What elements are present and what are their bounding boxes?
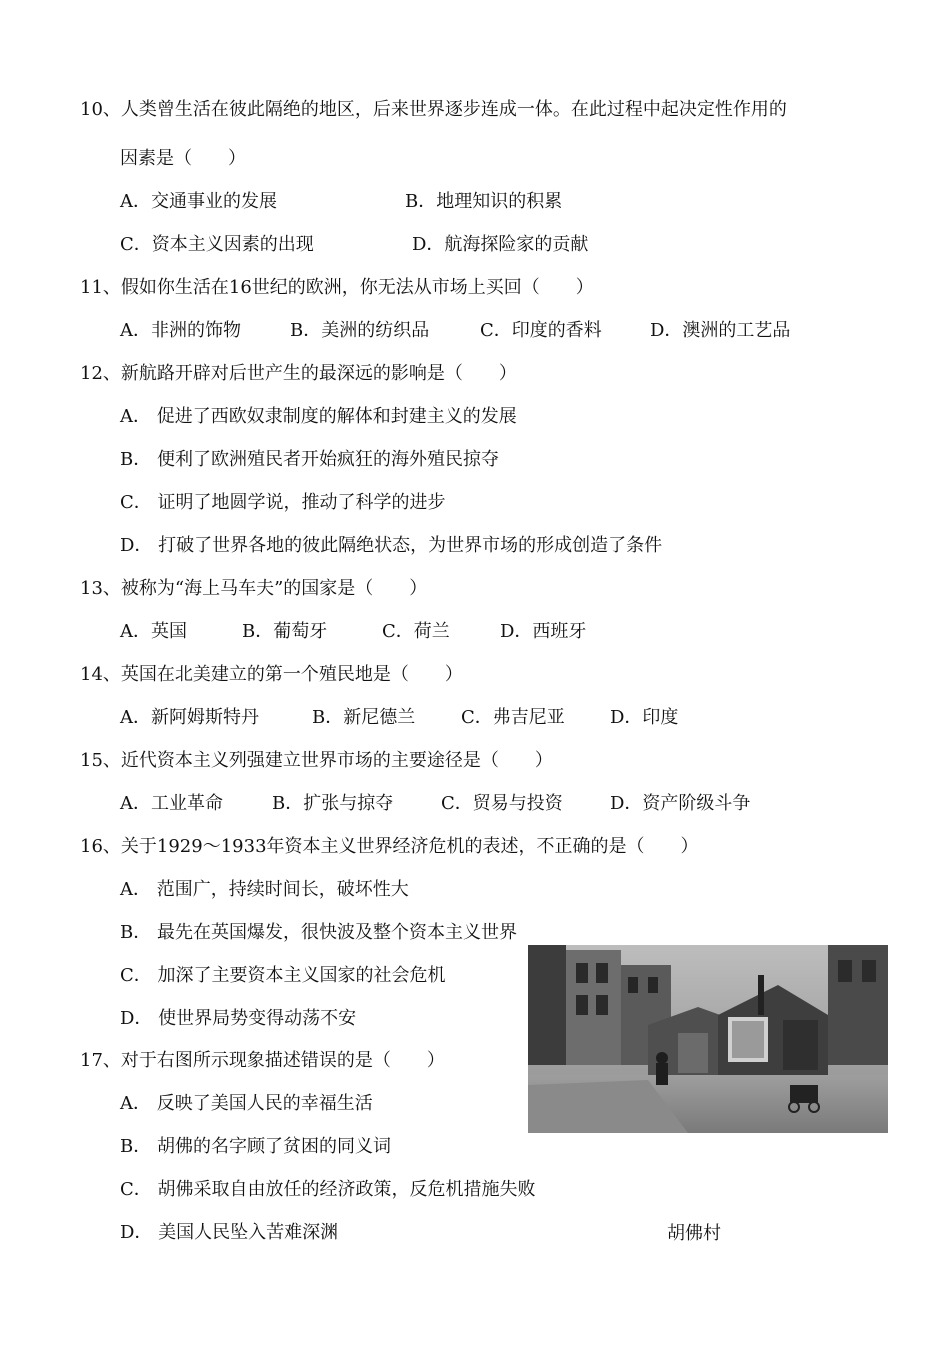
question-12-option-d: D． 打破了世界各地的彼此隔绝状态，为世界市场的形成创造了条件: [120, 535, 663, 556]
question-11-option-b: B．美洲的纺织品: [290, 320, 430, 341]
question-11-stem: 11、假如你生活在16世纪的欧洲，你无法从市场上买回（ ）: [80, 277, 594, 298]
question-12-option-c: C． 证明了地圆学说，推动了科学的进步: [120, 492, 446, 513]
question-10-option-a: A．交通事业的发展: [120, 191, 277, 212]
question-13-option-d: D．西班牙: [500, 621, 587, 642]
question-15-option-d: D．资产阶级斗争: [610, 793, 751, 814]
question-14-option-d: D．印度: [610, 707, 679, 728]
question-16-option-d: D． 使世界局势变得动荡不安: [120, 1008, 357, 1029]
question-17-option-b: B． 胡佛的名字顾了贫困的同义词: [120, 1136, 391, 1157]
question-16-option-a: A． 范围广，持续时间长，破坏性大: [120, 879, 409, 900]
question-15-stem: 15、近代资本主义列强建立世界市场的主要途径是（ ）: [80, 750, 553, 771]
question-14-option-a: A．新阿姆斯特丹: [120, 707, 259, 728]
question-13-stem: 13、被称为“海上马车夫”的国家是（ ）: [80, 578, 428, 599]
question-10-stem-cont: 因素是（ ）: [120, 148, 246, 169]
question-16-option-c: C． 加深了主要资本主义国家的社会危机: [120, 965, 446, 986]
question-13-option-b: B．葡萄牙: [242, 621, 328, 642]
question-12-option-b: B． 便利了欧洲殖民者开始疯狂的海外殖民掠夺: [120, 449, 499, 470]
question-17-option-a: A． 反映了美国人民的幸福生活: [120, 1093, 373, 1114]
question-12-stem: 12、新航路开辟对后世产生的最深远的影响是（ ）: [80, 363, 517, 384]
question-17-option-c: C． 胡佛采取自由放任的经济政策，反危机措施失败: [120, 1179, 536, 1200]
question-11-option-c: C．印度的香料: [480, 320, 602, 341]
question-15-option-b: B．扩张与掠夺: [272, 793, 394, 814]
question-10-option-c: C．资本主义因素的出现: [120, 234, 314, 255]
question-13-option-c: C．荷兰: [382, 621, 450, 642]
question-14-stem: 14、英国在北美建立的第一个殖民地是（ ）: [80, 664, 463, 685]
question-13-option-a: A．英国: [120, 621, 187, 642]
question-12-option-a: A． 促进了西欧奴隶制度的解体和封建主义的发展: [120, 406, 517, 427]
question-11-option-d: D．澳洲的工艺品: [650, 320, 791, 341]
question-16-option-b: B． 最先在英国爆发，很快波及整个资本主义世界: [120, 922, 517, 943]
question-17-option-d: D． 美国人民坠入苦难深渊: [120, 1222, 339, 1243]
question-17-stem: 17、对于右图所示现象描述错误的是（ ）: [80, 1050, 445, 1071]
question-10-option-b: B．地理知识的积累: [405, 191, 563, 212]
question-11-option-a: A．非洲的饰物: [120, 320, 241, 341]
question-10-option-d: D．航海探险家的贡献: [412, 234, 589, 255]
hooverville-photo: [528, 945, 888, 1133]
hooverville-photo-drawing: [528, 945, 888, 1133]
question-16-stem: 16、关于1929～1933年资本主义世界经济危机的表述，不正确的是（ ）: [80, 836, 699, 857]
photo-caption: 胡佛村: [667, 1223, 721, 1244]
question-14-option-b: B．新尼德兰: [312, 707, 416, 728]
question-15-option-a: A．工业革命: [120, 793, 223, 814]
question-14-option-c: C．弗吉尼亚: [461, 707, 565, 728]
question-10-stem: 10、人类曾生活在彼此隔绝的地区，后来世界逐步连成一体。在此过程中起决定性作用的: [80, 99, 787, 120]
question-15-option-c: C．贸易与投资: [441, 793, 563, 814]
